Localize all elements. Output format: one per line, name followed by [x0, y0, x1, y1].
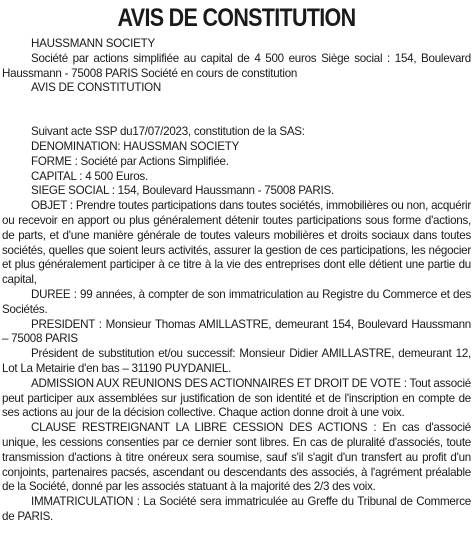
substitution-paragraph: Président de substitution et/ou successif: Monsieur Didier AMILLASTRE, demeurant 12, Lot La Metairie d'en bas – 31190 PUYDANIEL. [2, 347, 471, 375]
acte-line: Suivant acte SSP du17/07/2023, constitution de la SAS: [31, 125, 305, 139]
clause-paragraph: CLAUSE RESTREIGNANT LA LIBRE CESSION DES ACTIONS : En cas d'associé unique, les cessions consenties par ce dernier sont libres. En cas de pluralité d'associés, toute transmission d'actions à titre onéreux sera soumise, sauf s'il s'agit d'un transfert au profit d'un conjoints, partenaires pacsés, ascendant ou descendants des associés, à l'agrément préalable de la Société, donné par les associés statuant à la majorité des 2/3 des voix. [2, 421, 471, 494]
immatriculation-paragraph: IMMATRICULATION : La Société sera immatriculée au Greffe du Tribunal de Commerce de PARIS. [2, 495, 471, 523]
avis-heading: AVIS DE CONSTITUTION [31, 81, 162, 95]
notice-body [2, 37, 471, 525]
capital-line: CAPITAL : 4 500 Euros. [31, 169, 148, 183]
duree-paragraph: DUREE : 99 années, à compter de son immatriculation au Registre du Commerce et des Sociétés. [2, 287, 471, 316]
company-summary: Société par actions simplifiée au capital de 4 500 euros Siège social : 154, Boulevard Haussmann - 75008 PARIS Société en cours de constitution [2, 51, 471, 80]
denomination-line: DENOMINATION: HAUSSMAN SOCIETY [31, 139, 240, 153]
forme-line: FORME : Société par Actions Simplifiée. [31, 154, 229, 168]
siege-line: SIEGE SOCIAL : 154, Boulevard Haussmann - 75008 PARIS. [31, 184, 334, 198]
spacer [2, 96, 471, 125]
company-name: HAUSSMANN SOCIETY [31, 37, 155, 50]
objet-paragraph: OBJET : Prendre toutes participations dans toutes sociétés, immobilières ou non, acquérir ou recevoir en apport ou plus généralement détenir toutes participations sous forme d'actions, de parts, et d'une manière générale de toutes valeurs mobilières et droits sociaux dans toutes sociétés, quelles que soient leurs activités, assurer la gestion de ces participations, les négocier et plus généralement participer à ce titre à la vie des entreprises dont elle détient une partie du capital, [2, 199, 471, 287]
president-paragraph: PRESIDENT : Monsieur Thomas AMILLASTRE, demeurant 154, Boulevard Haussmann – 75008 PARIS [2, 317, 471, 346]
admission-paragraph: ADMISSION AUX REUNIONS DES ACTIONNAIRES ET DROIT DE VOTE : Tout associé peut participer aux assemblées sur justification de son identité et de l'inscription en compte de ses actions au jour de la décision collective. Chaque action donne droit à une voix. [2, 376, 471, 420]
notice-title: AVIS DE CONSTITUTION [117, 4, 356, 32]
